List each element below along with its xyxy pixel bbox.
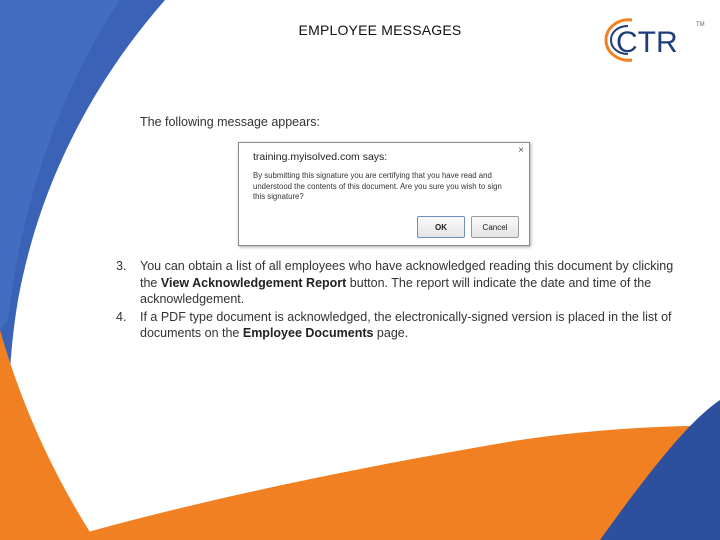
step-number: 4. bbox=[116, 309, 127, 324]
step-number: 3. bbox=[116, 259, 127, 273]
step-item bbox=[116, 258, 676, 308]
close-icon[interactable]: × bbox=[518, 145, 524, 156]
dialog-message: By submitting this signature you are certifying that you have read and understood the contents of this document. Are you sure you wish to sign this signature? bbox=[253, 171, 502, 201]
steps-list bbox=[116, 258, 676, 343]
ctr-logo-mark bbox=[598, 10, 708, 70]
cancel-button[interactable]: Cancel bbox=[471, 216, 519, 238]
step-text: You can obtain a list of all employees who have acknowledged reading this document by clicking the bbox=[140, 259, 674, 290]
step-bold: View Acknowledgement Report bbox=[160, 275, 347, 290]
orange-swoosh bbox=[0, 330, 95, 540]
intro-text: The following message appears: bbox=[140, 115, 320, 129]
logo-trademark: TM bbox=[696, 22, 705, 28]
step-bold: Employee Documents bbox=[242, 326, 374, 340]
confirm-dialog bbox=[238, 142, 530, 246]
slide-title: EMPLOYEE MESSAGES bbox=[298, 22, 462, 38]
step-text: page. bbox=[373, 326, 409, 340]
ctr-logo bbox=[598, 10, 708, 70]
logo-text: CTR bbox=[616, 26, 678, 59]
ok-button[interactable]: OK bbox=[417, 216, 465, 238]
step-item bbox=[116, 309, 676, 342]
dialog-title: training.myisolved.com says: bbox=[253, 151, 388, 163]
step-text: button. The report will indicate the date and time of the acknowledgement. bbox=[140, 275, 652, 306]
step-text: If a PDF type document is acknowledged, the electronically-signed version is placed in the list of documents on the bbox=[140, 309, 672, 340]
